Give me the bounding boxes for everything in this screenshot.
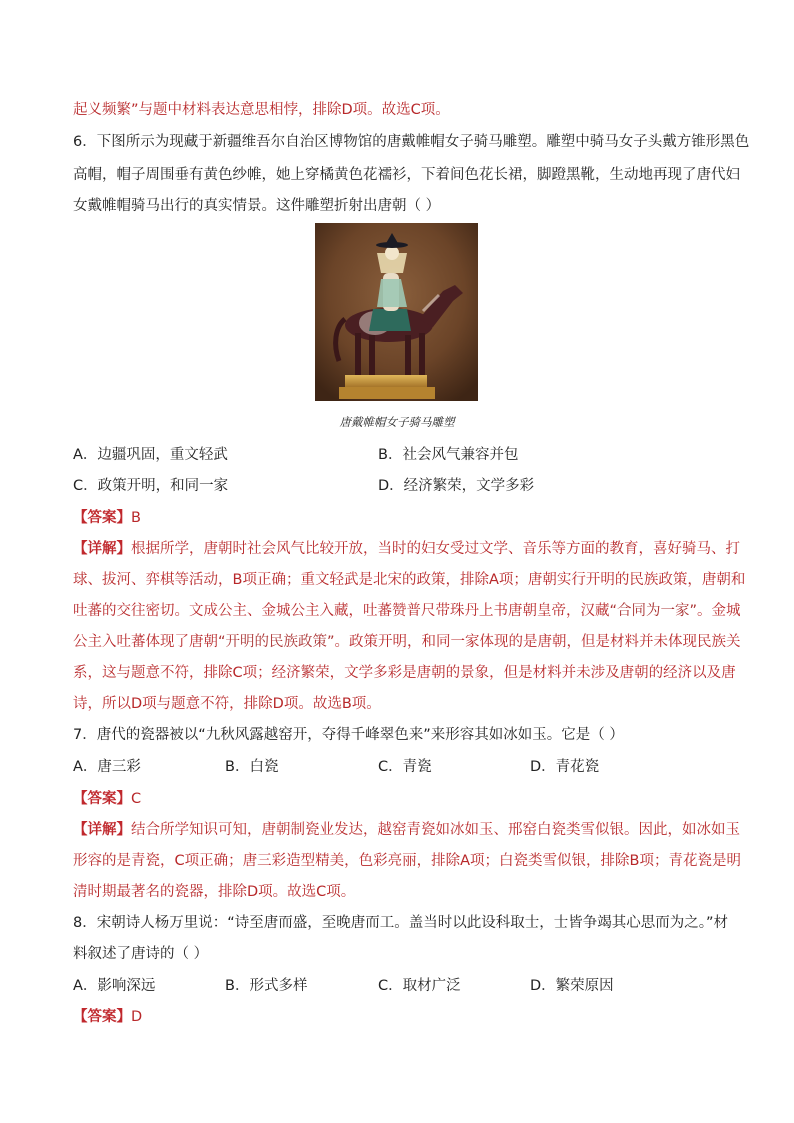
q6-option-c: C．政策开明，和同一家 [73, 478, 229, 494]
q6-detail-line-2 [73, 571, 745, 589]
detail-text: 。金城 [697, 603, 741, 619]
image-caption: 唐戴帷帽女子骑马雕塑 [339, 415, 455, 429]
q8-option-a: A．影响深远 [73, 978, 156, 994]
q8-option-b: B．形式多样 [225, 978, 308, 994]
q8-answer [73, 1008, 142, 1026]
answer-label: 【答案】 [73, 1009, 131, 1025]
q6-detail-line-5 [73, 664, 736, 682]
quote-text: “开明的民族政策” [218, 634, 335, 650]
q6-stem-line-2: 高帽，帽子周围垂有黄色纱帷，她上穿橘黄色花襦衫，下着间色花长裙，脚蹬黑靴，生动地再现了唐代妇 [73, 167, 740, 183]
q6-option-d: D．经济繁荣，文学多彩 [378, 478, 535, 494]
detail-text: 结合所学知识可知，唐朝制瓷业发达，越窑青瓷如冰如玉、邢窑白瓷类雪似银。因此，如冰如玉 [131, 822, 740, 838]
detail-label: 【详解】 [73, 541, 131, 557]
q6-stem-line-1: 6．下图所示为现藏于新疆维吾尔自治区博物馆的唐戴帷帽女子骑马雕塑。雕塑中骑马女子头戴方锥形黑色 [73, 134, 750, 150]
detail-text: 公主入吐蕃体现了唐朝 [73, 634, 218, 650]
q8-stem-line-2: 料叙述了唐诗的（ ） [73, 946, 209, 962]
q7-detail-line-3: 清时期最著名的瓷器，排除D项。故选C项。 [73, 884, 356, 900]
detail-text: 球、拔河、弈棋等活动，B项正确；重文轻武是北宋的政策，排除A项；唐朝实行开明的民族政策，唐朝和 [73, 572, 746, 588]
detail-text: 根据所学，唐朝时社会风气比较开放，当时的妇女受过文学、音乐等方面的教育，喜好骑马、打 [131, 541, 740, 557]
answer-label: 【答案】 [73, 510, 131, 526]
q6-detail-line-6 [73, 695, 381, 713]
answer-value: B [131, 510, 141, 526]
prev-answer-conclusion [73, 101, 450, 119]
q8-stem-line-1: 8．宋朝诗人杨万里说：“诗至唐而盛，至晚唐而工。盖当时以此设科取士，士皆争竭其心思而为之。”材 [73, 915, 728, 931]
q7-option-b: B．白瓷 [225, 759, 279, 775]
detail-text: 诗，所以D项与题意不符，排除D项。故选B项。 [73, 696, 381, 712]
quote-text: “合同为一家” [609, 603, 698, 619]
q6-stem-line-3: 女戴帷帽骑马出行的真实情景。这件雕塑折射出唐朝（ ） [73, 198, 441, 214]
q7-option-a: A．唐三彩 [73, 759, 141, 775]
q7-detail-line-2: 形容的是青瓷，C项正确；唐三彩造型精美，色彩亮丽，排除A项；白瓷类雪似银，排除B项；青花瓷是明 [73, 853, 741, 869]
detail-text: 。政策开明，和同一家体现的是唐朝，但是材料并未体现民族关 [334, 634, 741, 650]
q6-detail-line-1 [73, 540, 740, 558]
detail-text: 吐蕃的交往密切。文成公主、金城公主入藏，吐蕃赞普尺带珠丹上书唐朝皇帝，汉藏 [73, 603, 610, 619]
answer-value: D [131, 1009, 143, 1025]
detail-label: 【详解】 [73, 822, 131, 838]
answer-label: 【答案】 [73, 791, 131, 807]
q6-option-b: B．社会风气兼容并包 [378, 447, 519, 463]
q8-option-d: D．繁荣原因 [530, 978, 614, 994]
q6-answer [73, 509, 141, 527]
conclusion-text: 起义频繁”与题中材料表达意思相悖，排除D项。故选C项。 [73, 102, 450, 118]
horse-rider-sculpture-image [315, 223, 478, 401]
q7-option-d: D．青花瓷 [530, 759, 600, 775]
q7-detail-line-1 [73, 821, 740, 839]
q6-detail-line-4 [73, 633, 741, 651]
q7-option-c: C．青瓷 [378, 759, 432, 775]
q8-option-c: C．取材广泛 [378, 978, 461, 994]
q6-detail-line-3 [73, 602, 741, 620]
q6-option-a: A．边疆巩固，重文轻武 [73, 447, 228, 463]
q7-answer [73, 790, 141, 808]
detail-text: 系，这与题意不符，排除C项；经济繁荣，文学多彩是唐朝的景象，但是材料并未涉及唐朝的经济以及唐 [73, 665, 736, 681]
q7-stem: 7．唐代的瓷器被以“九秋风露越窑开，夺得千峰翠色来”来形容其如冰如玉。它是（ ） [73, 727, 624, 743]
answer-value: C [131, 791, 142, 807]
